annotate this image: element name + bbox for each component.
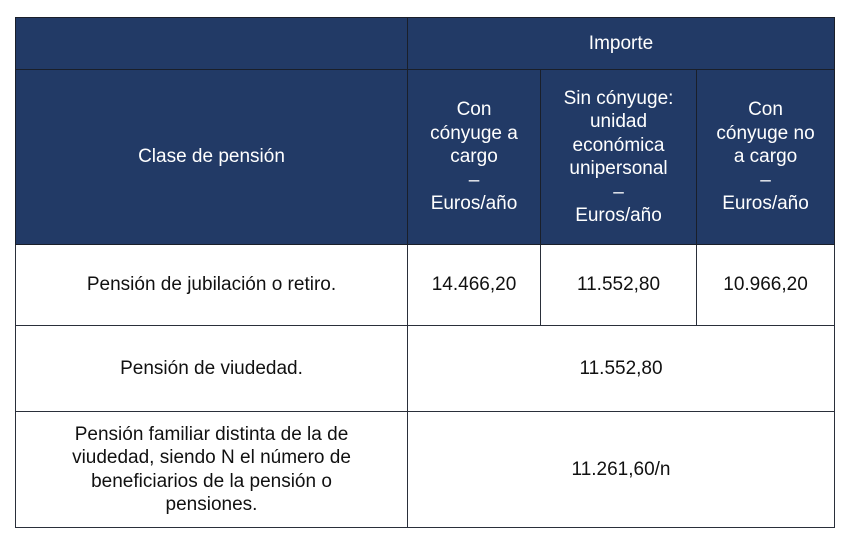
header-empty-cell xyxy=(16,18,408,70)
header-text-line: económica xyxy=(572,134,665,156)
row-label-line: Pensión familiar distinta de la de xyxy=(74,423,349,445)
value-sin-conyuge: 11.552,80 xyxy=(541,245,697,326)
header-text-line: – xyxy=(613,181,624,203)
header-row-sub xyxy=(16,70,835,245)
row-label-line: viudedad, siendo N el número de xyxy=(72,447,351,468)
header-text-line: Sin cónyuge: xyxy=(563,87,674,109)
row-label: Pensión de jubilación o retiro. xyxy=(16,245,408,326)
table-row-familiar xyxy=(16,412,835,528)
header-con-conyuge-no-a-cargo xyxy=(697,70,835,245)
header-text-line: cónyuge a xyxy=(430,122,518,144)
header-text-line: Euros/año xyxy=(722,193,809,215)
row-label: Pensión de viudedad. xyxy=(16,326,408,412)
pension-amounts-table xyxy=(15,17,835,528)
header-clase-de-pension: Clase de pensión xyxy=(16,70,408,245)
header-con-conyuge-a-cargo xyxy=(408,70,541,245)
table-row-jubilacion xyxy=(16,245,835,326)
value-con-conyuge-no-a-cargo: 10.966,20 xyxy=(697,245,835,326)
row-label-line: pensiones. xyxy=(165,494,258,515)
header-text-line: Con xyxy=(456,99,492,121)
header-text-line: a cargo xyxy=(733,146,798,168)
table-row-viudedad xyxy=(16,326,835,412)
header-text-line: – xyxy=(760,169,771,191)
row-label-line: beneficiarios de la pensión o xyxy=(91,470,332,492)
header-importe: Importe xyxy=(408,18,835,70)
header-text-line: cargo xyxy=(450,146,498,168)
row-label-multiline xyxy=(16,412,408,528)
value-familiar: 11.261,60/n xyxy=(408,412,835,528)
header-text-line: unipersonal xyxy=(569,158,668,179)
header-text-line: cónyuge no xyxy=(716,122,815,144)
header-text-line: Con xyxy=(748,99,783,121)
header-text-line: Euros/año xyxy=(430,193,518,215)
header-text-line: – xyxy=(468,169,480,191)
header-text-line: unidad xyxy=(589,111,648,132)
header-sin-conyuge xyxy=(541,70,697,245)
header-text-line: Euros/año xyxy=(575,205,662,226)
value-viudedad: 11.552,80 xyxy=(408,326,835,412)
value-con-conyuge-a-cargo: 14.466,20 xyxy=(408,245,541,326)
header-row-top xyxy=(16,18,835,70)
